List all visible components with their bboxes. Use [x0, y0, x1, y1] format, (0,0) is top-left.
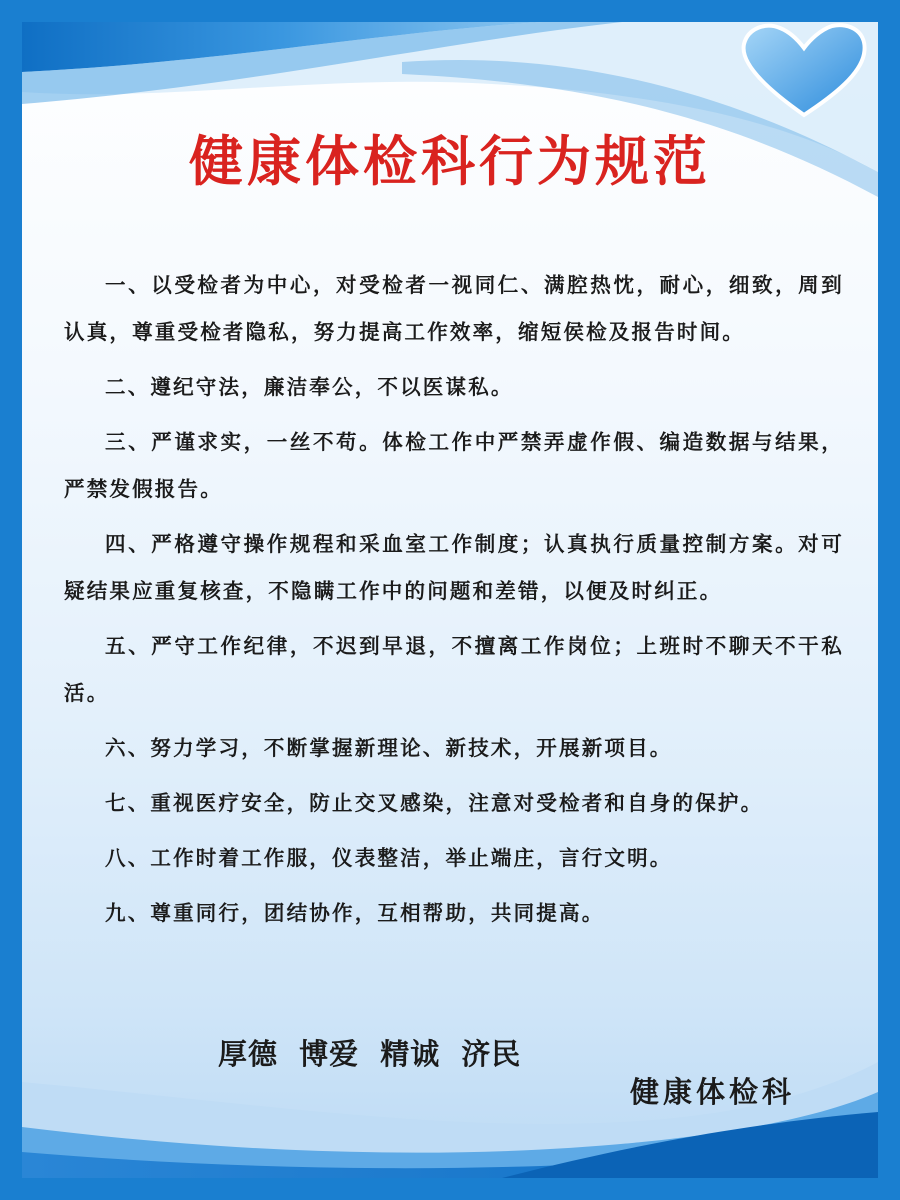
rule-item: 七、重视医疗安全，防止交叉感染，注意对受检者和自身的保护。	[105, 791, 764, 815]
rule-item: 四、严格遵守操作规程和采血室工作制度；认真执行质量控制方案。对可疑结果应重复核查，不隐瞒工作中的问题和差错，以便及时纠正。	[64, 532, 844, 603]
rule-item: 二、遵纪守法，廉洁奉公，不以医谋私。	[105, 375, 514, 399]
rule-item: 八、工作时着工作服，仪表整洁，举止端庄，言行文明。	[105, 846, 673, 870]
rule-item: 九、尊重同行，团结协作，互相帮助，共同提高。	[105, 901, 605, 925]
rule-item: 三、严谨求实，一丝不苟。体检工作中严禁弄虚作假、编造数据与结果，严禁发假报告。	[64, 430, 844, 501]
department-name: 健康体检科	[630, 1075, 796, 1109]
motto: 厚德 博爱 精诚 济民	[218, 1037, 522, 1071]
rule-item: 六、努力学习，不断掌握新理论、新技术，开展新项目。	[105, 736, 673, 760]
rule-item: 一、以受检者为中心，对受检者一视同仁、满腔热忱，耐心，细致，周到认真，尊重受检者隐私，努力提高工作效率，缩短侯检及报告时间。	[64, 273, 844, 344]
rules-list	[64, 262, 844, 945]
poster-panel	[22, 22, 878, 1178]
page-title: 健康体检科行为规范	[189, 130, 711, 193]
rule-item: 五、严守工作纪律，不迟到早退，不擅离工作岗位；上班时不聊天不干私活。	[64, 634, 844, 705]
